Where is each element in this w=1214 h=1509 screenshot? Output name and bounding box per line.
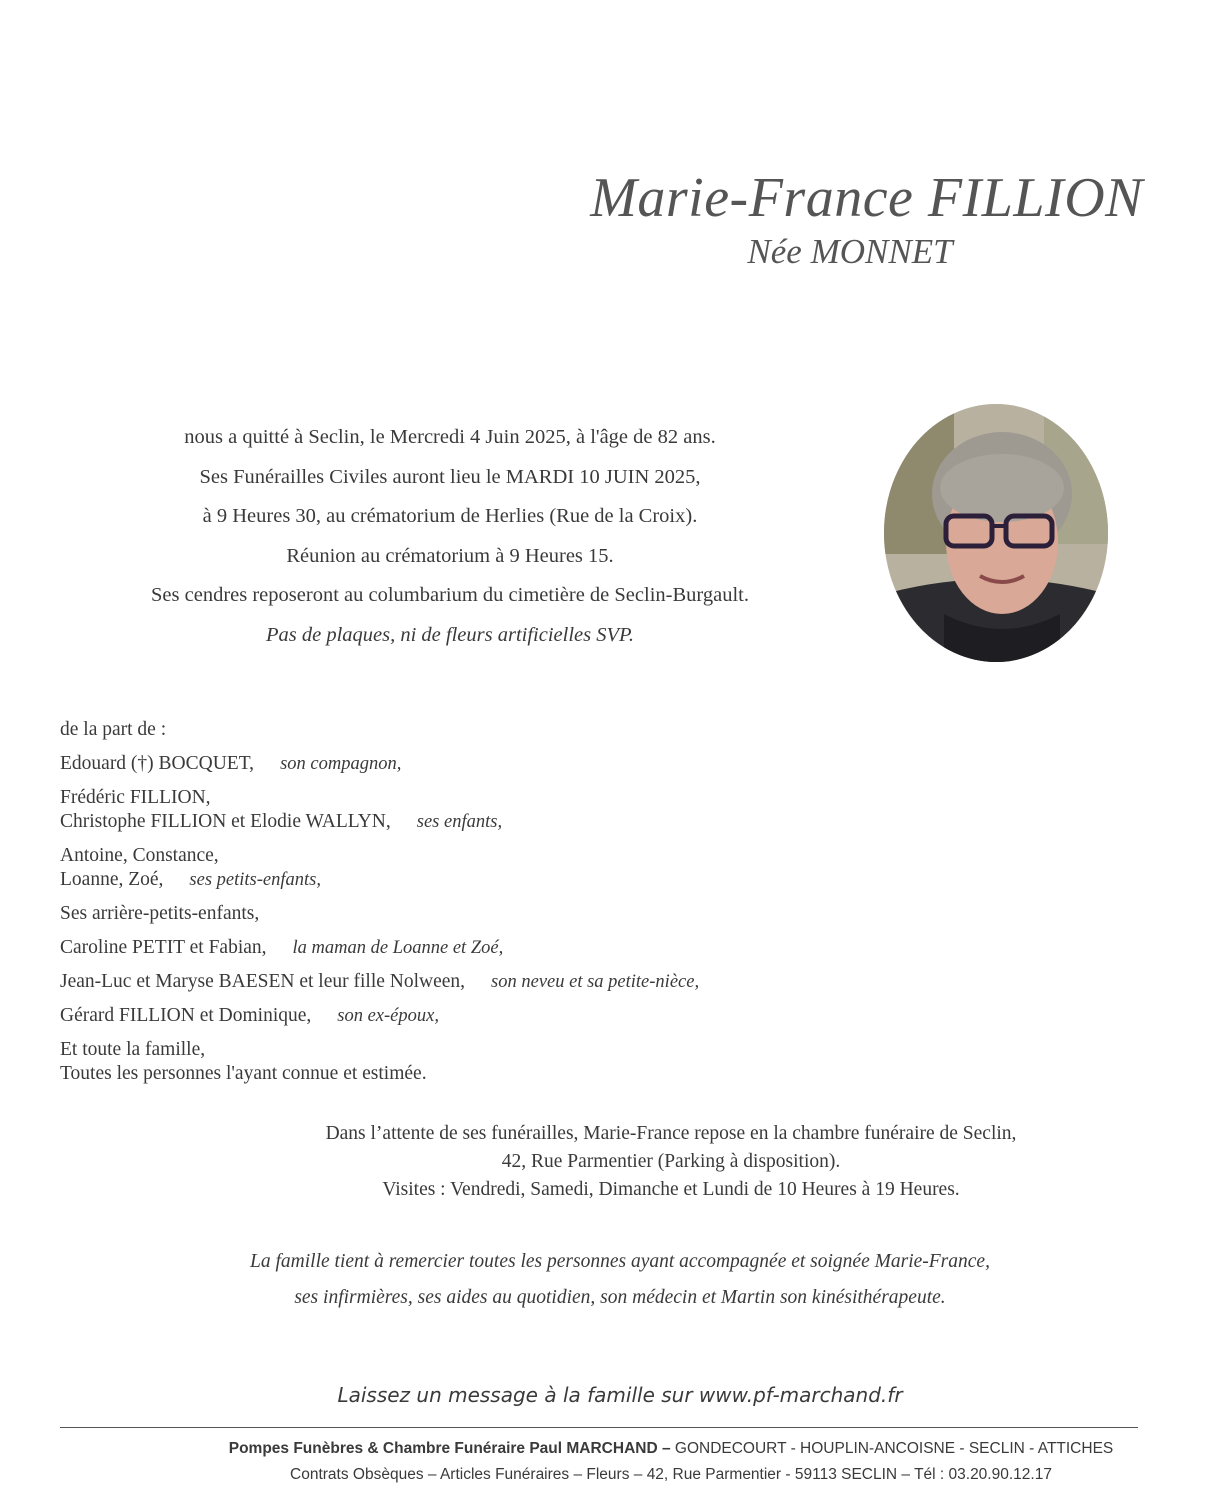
family-relation: ses petits-enfants, [189,870,321,890]
family-member: Edouard (†) BOCQUET, [60,753,255,774]
family-member: Frédéric FILLION, [60,787,211,808]
announcement-line: Réunion au crématorium à 9 Heures 15. [286,544,614,567]
family-member: Toutes les personnes l'ayant connue et estimée. [60,1063,427,1084]
family-entry [60,844,960,892]
family-member: Antoine, Constance, [60,845,219,866]
thanks-line: La famille tient à remercier toutes les personnes ayant accompagnée et soignée Marie-France, [250,1251,990,1272]
family-member: Ses arrière-petits-enfants, [60,903,260,924]
family-entry [60,1038,960,1086]
family-list [60,718,960,1096]
family-relation: ses enfants, [416,812,503,832]
online-message-link[interactable]: Laissez un message à la famille sur www.pf-marchand.fr [337,1383,903,1407]
footer-divider [60,1427,1138,1428]
footer-company: Pompes Funèbres & Chambre Funéraire Paul MARCHAND – [228,1440,671,1457]
announcement-line: Ses cendres reposeront au columbarium du cimetière de Seclin-Burgault. [151,584,749,606]
family-entry [60,936,960,960]
announcement [60,418,840,655]
family-relation: la maman de Loanne et Zoé, [292,938,504,958]
family-entry [60,970,960,994]
repose-line: Visites : Vendredi, Samedi, Dimanche et Lundi de 10 Heures à 19 Heures. [382,1179,960,1200]
footer [60,1436,1214,1488]
announcement-note: Pas de plaques, ni de fleurs artificielles SVP. [265,623,634,646]
family-entry [60,752,960,776]
repose-info [150,1120,1192,1204]
footer-towns: GONDECOURT - HOUPLIN-ANCOISNE - SECLIN - ATTICHES [670,1440,1114,1457]
deceased-name: Marie-France FILLION [590,167,1143,229]
family-relation: son ex-époux, [337,1006,439,1026]
family-entry [60,786,960,834]
family-intro [60,718,960,742]
announcement-line: à 9 Heures 30, au crématorium de Herlies (Rue de la Croix). [202,505,698,527]
family-member: Jean-Luc et Maryse BAESEN et leur fille Nolween, [60,971,466,992]
portrait-photo [884,404,1108,662]
family-member: Et toute la famille, [60,1039,206,1060]
repose-line: Dans l’attente de ses funérailles, Marie-France repose en la chambre funéraire de Seclin, [325,1123,1017,1144]
announcement-line: nous a quitté à Seclin, le Mercredi 4 Juin 2025, à l'âge de 82 ans. [184,426,716,448]
repose-line: 42, Rue Parmentier (Parking à disposition). [501,1151,841,1172]
footer-services: Contrats Obsèques – Articles Funéraires – Fleurs – 42, Rue Parmentier - 59113 SECLIN – Tél : 03.20.90.12.17 [290,1466,1052,1483]
family-member: Caroline PETIT et Fabian, [60,937,267,958]
family-relation: son neveu et sa petite-nièce, [491,972,700,992]
family-entry [60,1004,960,1028]
family-relation: son compagnon, [280,754,402,774]
family-member: Gérard FILLION et Dominique, [60,1005,312,1026]
announcement-line: Ses Funérailles Civiles auront lieu le MARDI 10 JUIN 2025, [199,465,701,488]
family-entry [60,902,960,926]
family-intro-text: de la part de : [60,719,167,740]
family-member: Loanne, Zoé, [60,869,164,890]
thanks-line: ses infirmières, ses aides au quotidien, son médecin et Martin son kinésithérapeute. [294,1287,946,1308]
maiden-name: Née MONNET [747,232,953,271]
family-member: Christophe FILLION et Elodie WALLYN, [60,811,391,832]
thanks-message [120,1244,1120,1316]
